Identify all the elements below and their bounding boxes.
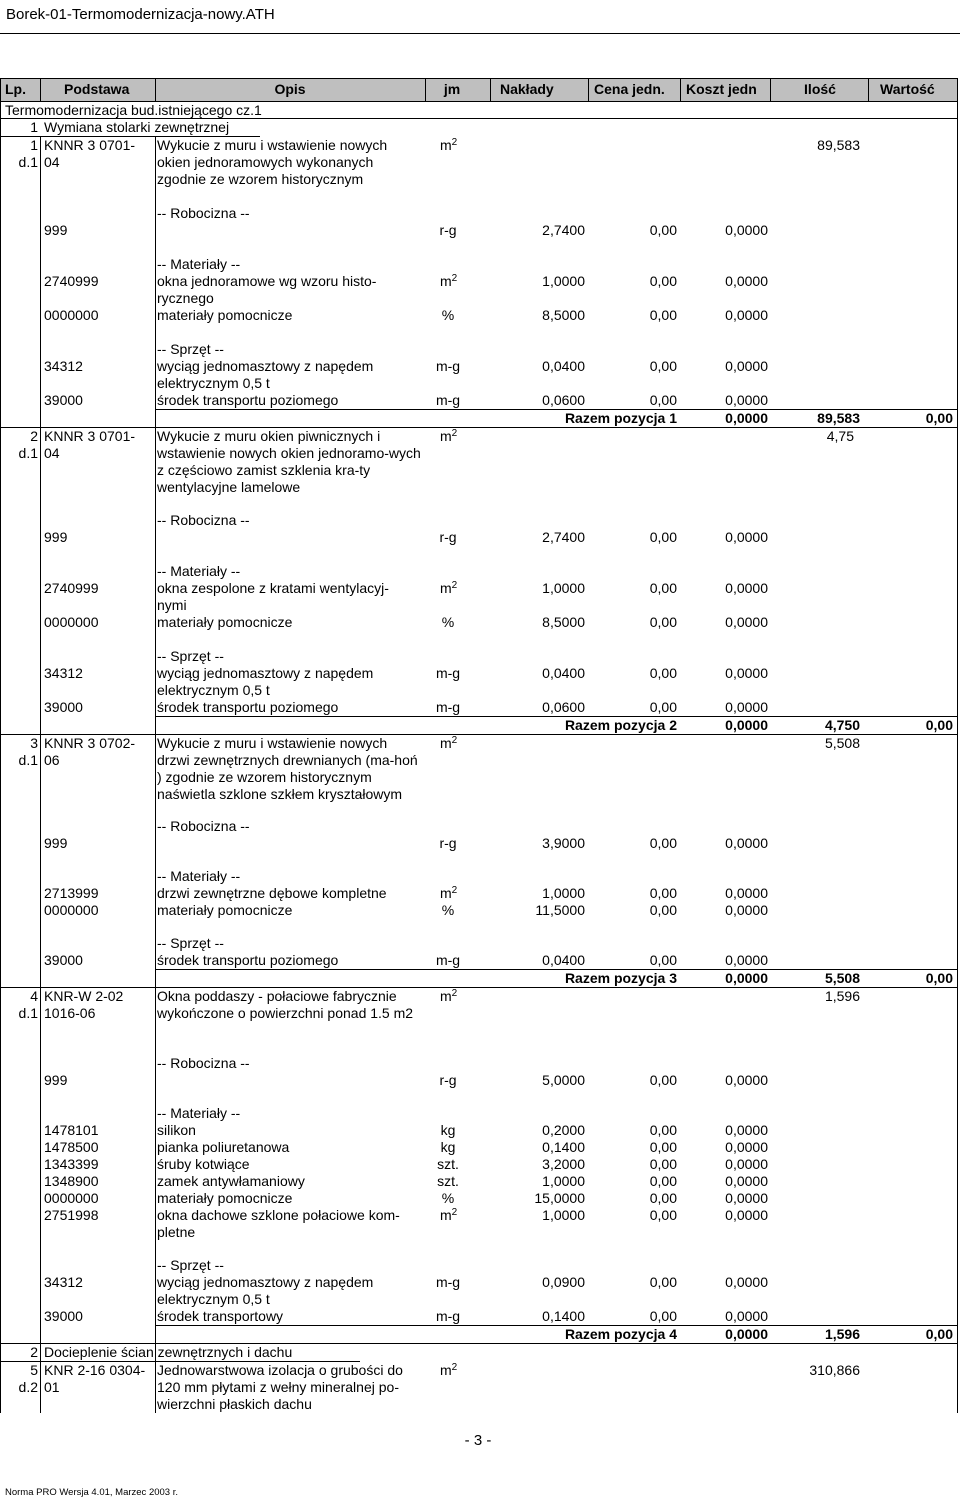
resource-cost: 0,0000 [725,358,768,374]
resource-unit: r-g [439,835,457,851]
resource-code: 39000 [44,1308,83,1324]
header-podstawa: Podstawa [64,81,130,97]
resource-code: 1478101 [44,1122,99,1138]
summary-koszt: 0,0000 [725,410,768,426]
resource-unit: r-g [439,222,457,238]
resource-naklad: 0,2000 [542,1122,585,1138]
resource-unit: m-g [435,665,461,681]
resource-cost: 0,0000 [725,952,768,968]
resource-name: środek transportowy [157,1308,284,1324]
resource-naklad: 8,5000 [542,614,585,630]
sprzet-label: -- Sprzęt -- [157,648,224,664]
resource-code: 39000 [44,952,83,968]
header-separator [770,78,771,101]
resource-name: materiały pomocnicze [157,307,293,323]
position-unit: $m^2$ [440,1362,458,1378]
resource-unit: m-g [435,699,461,715]
subsection-number: 2 [30,1344,38,1360]
resource-price: 0,00 [649,885,677,901]
resource-naklad: 1,0000 [542,885,585,901]
header-jm: jm [443,81,461,97]
position-quantity: 4,75 [826,428,854,444]
position-quantity: 1,596 [824,988,860,1004]
resource-naklad: 0,1400 [542,1139,585,1155]
resource-unit: m-g [435,952,461,968]
header-koszt: Koszt jedn [686,81,757,97]
position-quantity: 310,866 [809,1362,860,1378]
header-lp: Lp. [5,81,26,97]
position-basis: KNR-W 2-02 [44,988,124,1004]
resource-cost: 0,0000 [725,1207,768,1223]
resource-naklad: 8,5000 [542,307,585,323]
resource-unit: r-g [439,529,457,545]
position-basis: KNNR 3 0701- [44,137,136,153]
resource-cost: 0,0000 [725,392,768,408]
resource-naklad: 1,0000 [542,1173,585,1189]
position-unit: $m^2$ [440,428,458,444]
resource-code: 999 [44,222,68,238]
subsection-number: 1 [30,119,38,135]
position-basis: KNR 2-16 0304- [44,1362,146,1378]
position-basis-suffix: 1016-06 [44,1005,96,1021]
resource-code: 34312 [44,358,83,374]
resource-naklad: 5,0000 [542,1072,585,1088]
resource-cost: 0,0000 [725,1139,768,1155]
summary-koszt: 0,0000 [725,717,768,733]
resource-price: 0,00 [649,1308,677,1324]
resource-name: zamek antywłamaniowy [157,1173,305,1189]
resource-code: 39000 [44,392,83,408]
resource-price: 0,00 [649,580,677,596]
resource-code: 2751998 [44,1207,99,1223]
subsection-title: Docieplenie ścian zewnętrznych i dachu [44,1344,293,1360]
resource-naklad: 1,0000 [542,580,585,596]
resource-price: 0,00 [649,699,677,715]
section-title: Termomodernizacja bud.istniejącego cz.1 [5,102,262,118]
resource-price: 0,00 [649,1207,677,1223]
resource-cost: 0,0000 [725,902,768,918]
resource-unit: szt. [437,1173,459,1189]
resource-naklad: 0,1400 [542,1308,585,1324]
title-rule [0,33,960,34]
resource-price: 0,00 [649,392,677,408]
resource-cost: 0,0000 [725,885,768,901]
resource-cost: 0,0000 [725,1308,768,1324]
position-description: Jednowarstwowa izolacja o grubości do 120 mm płytami z wełny mineralnej po-wierzchni płaskich dachu [157,1362,403,1412]
resource-unit: $m^2$ [440,580,458,596]
resource-unit: $m^2$ [440,1207,458,1223]
position-rule [0,734,958,735]
position-lp: 2 [30,428,38,444]
position-summary-label: Razem pozycja 4 [564,1326,677,1342]
position-basis-suffix: 04 [44,445,60,461]
resource-naklad: 1,0000 [542,1207,585,1223]
position-description: Okna poddaszy - połaciowe fabrycznie wykończone o powierzchni ponad 1.5 m2 [157,988,414,1021]
resource-naklad: 2,7400 [542,222,585,238]
summary-wartosc: 0,00 [925,970,953,986]
resource-unit: kg [440,1139,456,1155]
resource-cost: 0,0000 [725,1274,768,1290]
resource-cost: 0,0000 [725,835,768,851]
resource-naklad: 0,0400 [542,358,585,374]
resource-code: 1478500 [44,1139,99,1155]
resource-price: 0,00 [649,1139,677,1155]
resource-code: 39000 [44,699,83,715]
position-lp: 3 [30,735,38,751]
resource-naklad: 0,0400 [542,665,585,681]
header-ilosc: Ilość [804,81,836,97]
resource-naklad: 15,0000 [534,1190,585,1206]
resource-unit: m-g [435,1274,461,1290]
resource-price: 0,00 [649,307,677,323]
resource-name: okna dachowe szklone połaciowe kom-pletne [157,1207,400,1240]
resource-naklad: 0,0400 [542,952,585,968]
position-description: Wykucie z muru i wstawienie nowych okien jednoramowych wykonanych zgodnie ze wzorem historycznym [157,137,388,187]
grid-line-left [0,101,1,1413]
header-separator [155,78,156,101]
resource-cost: 0,0000 [725,307,768,323]
resource-code: 2740999 [44,580,99,596]
position-unit: $m^2$ [440,988,458,1004]
materialy-label: -- Materiały -- [157,256,241,272]
resource-naklad: 3,2000 [542,1156,585,1172]
grid-line-right [957,101,958,1413]
resource-unit: m-g [435,358,461,374]
position-lp: 4 [30,988,38,1004]
position-quantity: 5,508 [824,735,860,751]
resource-code: 0000000 [44,902,99,918]
position-summary-label: Razem pozycja 1 [564,410,677,426]
header-separator [680,78,681,101]
resource-unit: % [441,1190,455,1206]
resource-cost: 0,0000 [725,273,768,289]
materialy-label: -- Materiały -- [157,868,241,884]
header-opis: Opis [274,81,306,97]
resource-code: 999 [44,1072,68,1088]
resource-naklad: 0,0600 [542,699,585,715]
resource-name: okna jednoramowe wg wzoru histo-rycznego [157,273,377,306]
summary-wartosc: 0,00 [925,1326,953,1342]
resource-unit: $m^2$ [440,273,458,289]
resource-cost: 0,0000 [725,1173,768,1189]
position-summary-label: Razem pozycja 3 [564,970,677,986]
resource-code: 2740999 [44,273,99,289]
position-description: Wykucie z muru okien piwnicznych i wstawienie nowych okien jednoramo-wych z częściowo zamist szklenia kra-ty wentylacyjne lamelowe [157,428,421,495]
resource-naklad: 3,9000 [542,835,585,851]
resource-code: 0000000 [44,307,99,323]
position-basis-suffix: 01 [44,1379,60,1395]
resource-unit: % [441,614,455,630]
header-naklady: Nakłady [500,81,554,97]
resource-price: 0,00 [649,1072,677,1088]
resource-price: 0,00 [649,902,677,918]
summary-wartosc: 0,00 [925,410,953,426]
resource-cost: 0,0000 [725,580,768,596]
summary-wartosc: 0,00 [925,717,953,733]
position-description: Wykucie z muru i wstawienie nowych drzwi zewnętrznych drewnianych (ma-hoń ) zgodnie ze wzorem historycznym naświetla szklone szkłem kryształowym [157,735,418,802]
resource-name: materiały pomocnicze [157,1190,293,1206]
resource-cost: 0,0000 [725,614,768,630]
summary-ilosc: 4,750 [824,717,860,733]
resource-name: środek transportu poziomego [157,699,339,715]
resource-code: 34312 [44,665,83,681]
robocizna-label: -- Robocizna -- [157,205,250,221]
resource-naklad: 11,5000 [535,902,585,918]
resource-cost: 0,0000 [725,1072,768,1088]
header-cena: Cena jedn. [594,81,665,97]
sprzet-label: -- Sprzęt -- [157,935,224,951]
header-separator [0,78,1,101]
resource-naklad: 1,0000 [542,273,585,289]
resource-unit: m-g [435,1308,461,1324]
position-rule [0,987,958,988]
summary-koszt: 0,0000 [725,970,768,986]
resource-unit: kg [440,1122,456,1138]
software-footer: Norma PRO Wersja 4.01, Marzec 2003 r. [5,1487,178,1498]
resource-cost: 0,0000 [725,1122,768,1138]
resource-unit: szt. [437,1156,459,1172]
header-separator [588,78,589,101]
resource-cost: 0,0000 [725,1190,768,1206]
resource-price: 0,00 [649,222,677,238]
grid-line-lp [40,136,41,1413]
resource-unit: % [441,902,455,918]
header-wartosc: Wartość [880,81,935,97]
resource-price: 0,00 [649,1274,677,1290]
position-basis-suffix: 04 [44,154,60,170]
resource-name: środek transportu poziomego [157,952,339,968]
position-basis: KNNR 3 0701- [44,428,136,444]
position-summary-label: Razem pozycja 2 [564,717,677,733]
resource-unit: m-g [435,392,461,408]
resource-price: 0,00 [649,952,677,968]
resource-naklad: 0,0900 [542,1274,585,1290]
resource-price: 0,00 [649,273,677,289]
resource-name: środek transportu poziomego [157,392,339,408]
sprzet-label: -- Sprzęt -- [157,341,224,357]
resource-name: wyciąg jednomasztowy z napędem elektrycznym 0,5 t [157,358,374,391]
resource-code: 999 [44,835,68,851]
robocizna-label: -- Robocizna -- [157,512,250,528]
resource-name: materiały pomocnicze [157,614,293,630]
header-separator [490,78,491,101]
position-basis: KNNR 3 0702- [44,735,136,751]
resource-cost: 0,0000 [725,222,768,238]
position-lp-section: d.2 [18,1379,38,1395]
summary-ilosc: 5,508 [824,970,860,986]
position-lp: 1 [30,137,38,153]
materialy-label: -- Materiały -- [157,1105,241,1121]
resource-code: 0000000 [44,614,99,630]
resource-name: śruby kotwiące [157,1156,250,1172]
resource-cost: 0,0000 [725,665,768,681]
position-lp-section: d.1 [18,752,38,768]
resource-unit: % [441,307,455,323]
resource-price: 0,00 [649,1122,677,1138]
resource-cost: 0,0000 [725,1156,768,1172]
resource-price: 0,00 [649,529,677,545]
resource-name: okna zespolone z kratami wentylacyj-nymi [157,580,389,613]
resource-name: wyciąg jednomasztowy z napędem elektrycznym 0,5 t [157,665,374,698]
resource-cost: 0,0000 [725,529,768,545]
resource-price: 0,00 [649,614,677,630]
resource-naklad: 0,0600 [542,392,585,408]
position-unit: $m^2$ [440,735,458,751]
resource-name: wyciąg jednomasztowy z napędem elektrycznym 0,5 t [157,1274,374,1307]
page-number: - 3 - [464,1432,492,1449]
resource-price: 0,00 [649,1190,677,1206]
header-separator [868,78,869,101]
position-rule [0,427,958,428]
resource-price: 0,00 [649,665,677,681]
resource-name: silikon [157,1122,196,1138]
resource-code: 34312 [44,1274,83,1290]
materialy-label: -- Materiały -- [157,563,241,579]
robocizna-label: -- Robocizna -- [157,818,250,834]
resource-price: 0,00 [649,1173,677,1189]
resource-unit: $m^2$ [440,885,458,901]
position-basis-suffix: 06 [44,752,60,768]
resource-code: 0000000 [44,1190,99,1206]
document-title: Borek-01-Termomodernizacja-nowy.ATH [6,6,275,23]
resource-price: 0,00 [649,358,677,374]
header-separator [957,78,958,101]
header-separator [425,78,426,101]
summary-koszt: 0,0000 [725,1326,768,1342]
resource-name: pianka poliuretanowa [157,1139,290,1155]
resource-naklad: 2,7400 [542,529,585,545]
grid-line-podstawa [155,136,156,1413]
resource-price: 0,00 [649,835,677,851]
resource-cost: 0,0000 [725,699,768,715]
position-lp-section: d.1 [18,1005,38,1021]
subsection-title: Wymiana stolarki zewnętrznej [44,119,230,135]
sprzet-label: -- Sprzęt -- [157,1257,224,1273]
position-lp: 5 [30,1362,38,1378]
resource-code: 1343399 [44,1156,99,1172]
summary-ilosc: 89,583 [817,410,860,426]
resource-code: 999 [44,529,68,545]
resource-code: 1348900 [44,1173,99,1189]
resource-unit: r-g [439,1072,457,1088]
position-quantity: 89,583 [817,137,860,153]
resource-code: 2713999 [44,885,99,901]
resource-price: 0,00 [649,1156,677,1172]
resource-name: materiały pomocnicze [157,902,293,918]
header-separator [40,78,41,101]
position-lp-section: d.1 [18,154,38,170]
position-lp-section: d.1 [18,445,38,461]
position-unit: $m^2$ [440,137,458,153]
robocizna-label: -- Robocizna -- [157,1055,250,1071]
summary-ilosc: 1,596 [824,1326,860,1342]
resource-name: drzwi zewnętrzne dębowe kompletne [157,885,387,901]
